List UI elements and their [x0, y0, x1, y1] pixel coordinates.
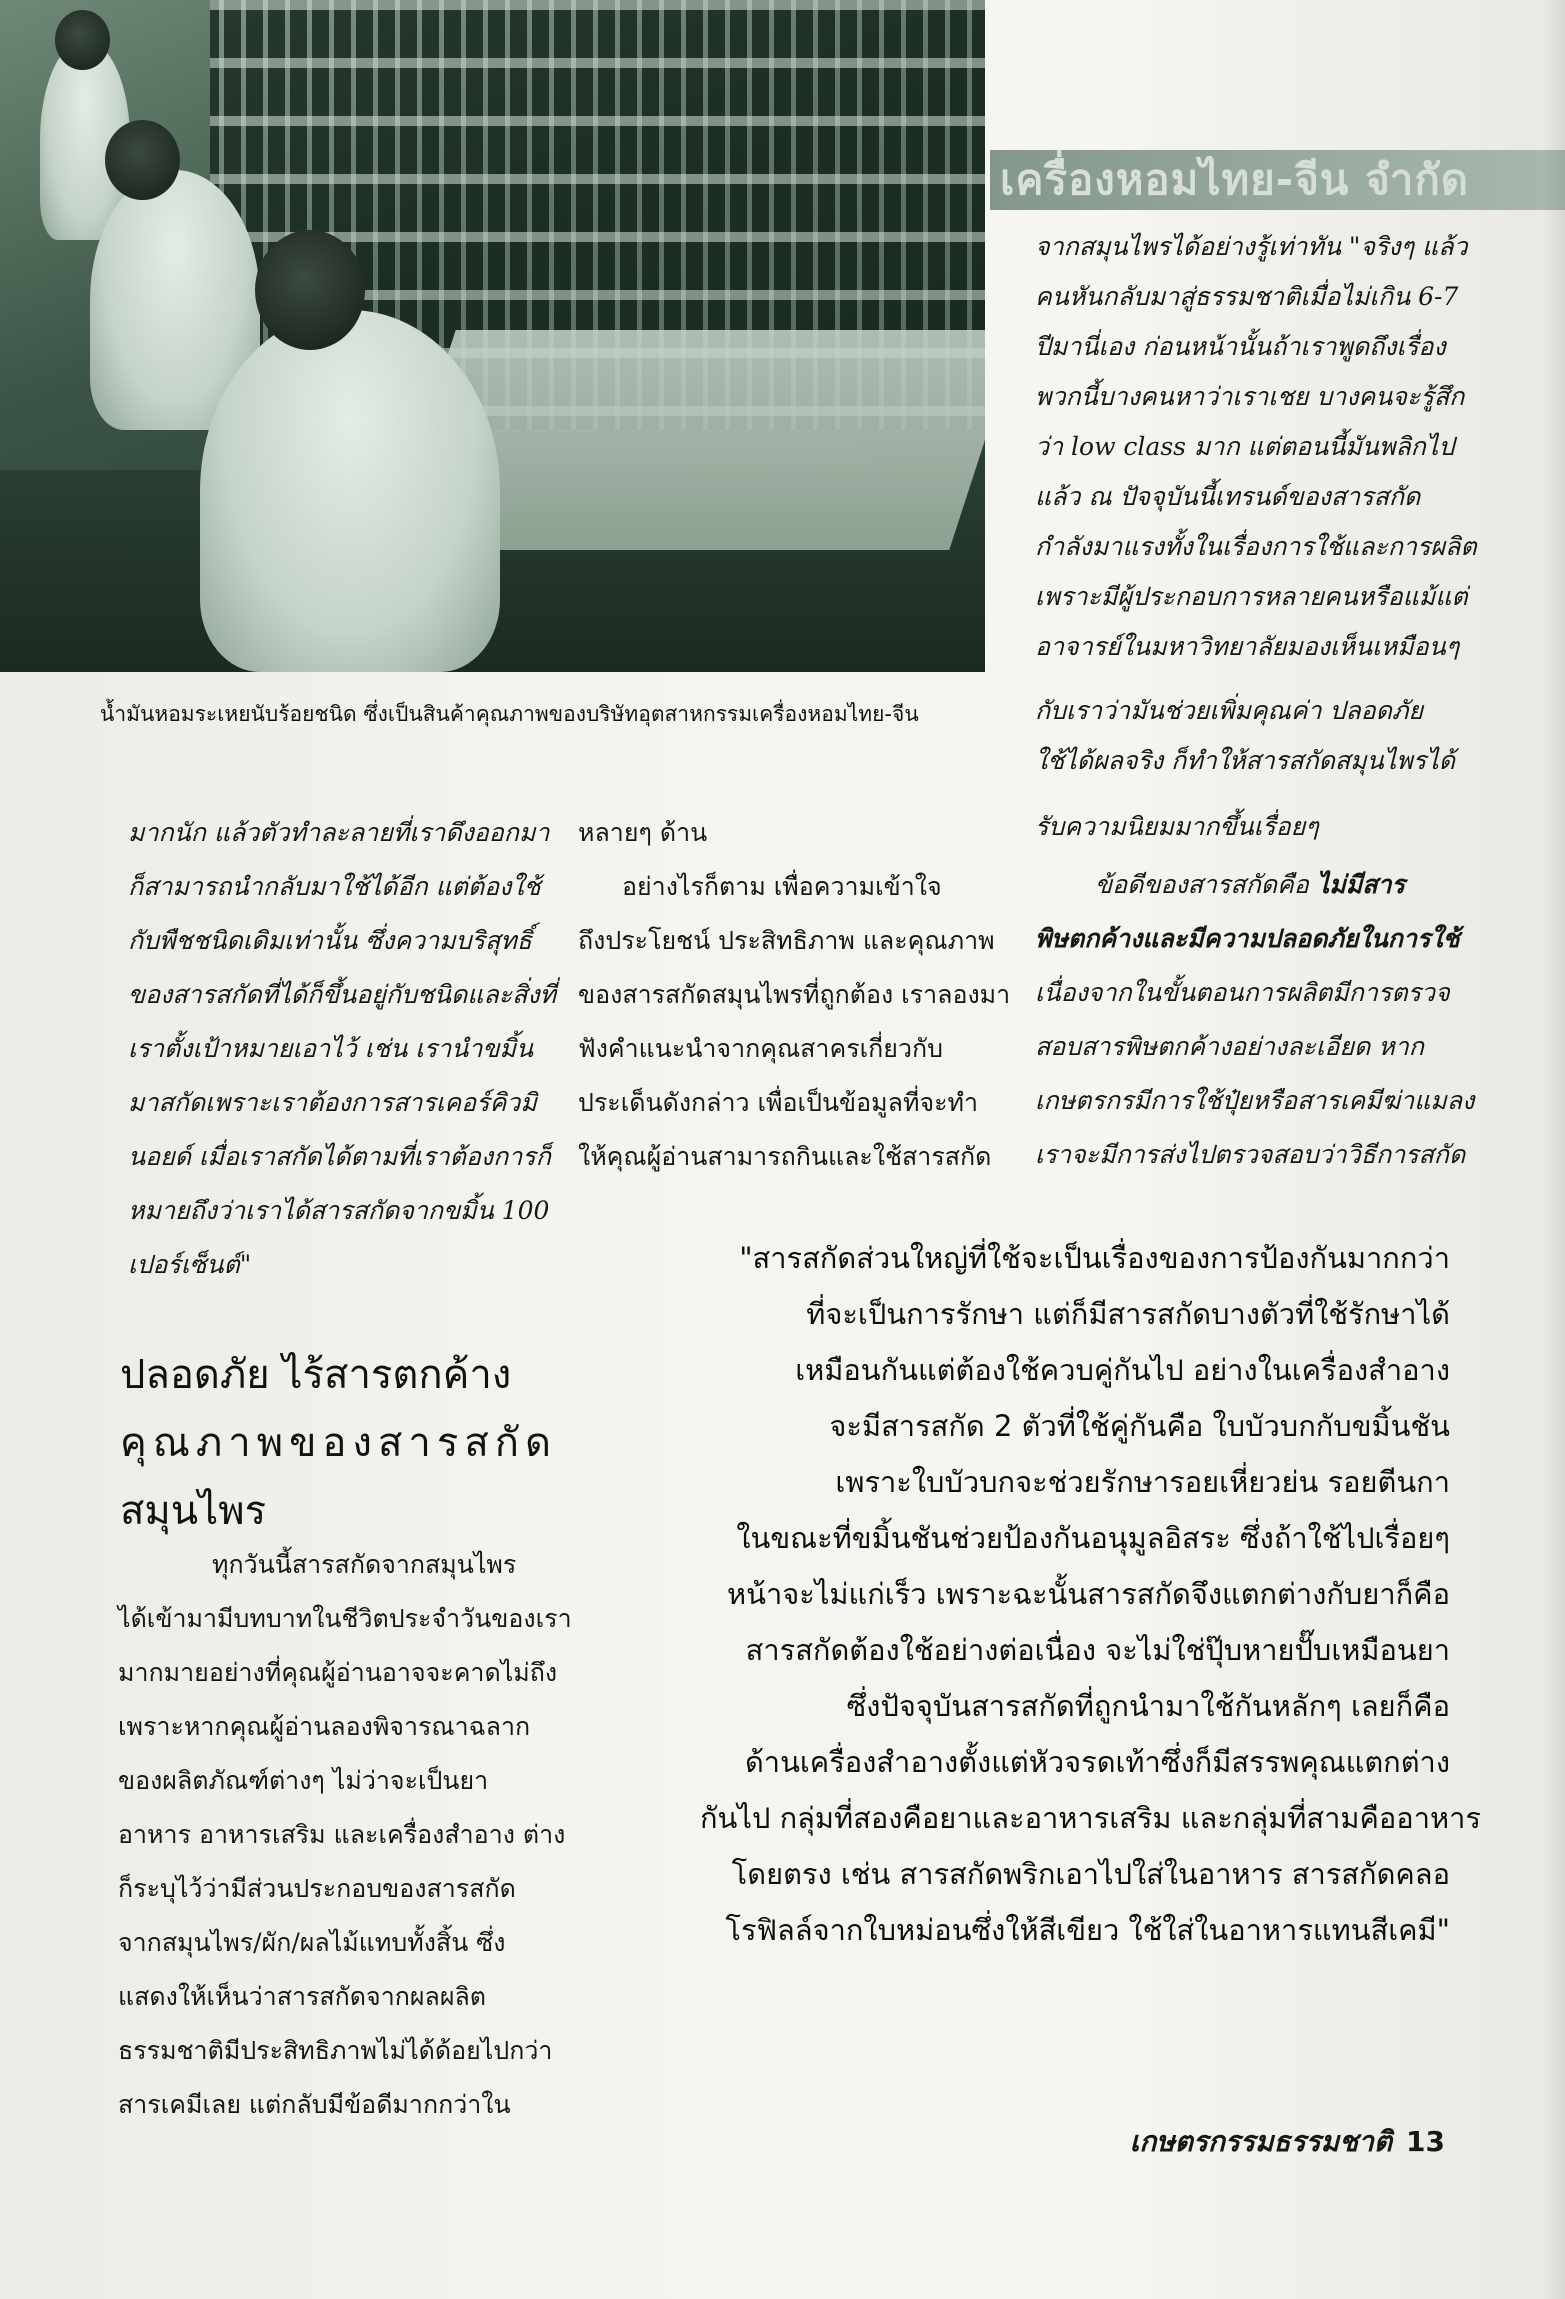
- quote-line: ด้านเครื่องสำอางตั้งแต่หัวจรดเท้าซึ่งก็มีสรรพคุณแตกต่าง: [744, 1745, 1450, 1779]
- quote-line: สารสกัดต้องใช้อย่างต่อเนื่อง จะไม่ใช่ปุ๊บหายปั๊บเหมือนยา: [745, 1633, 1450, 1667]
- pull-quote: [700, 1230, 1481, 1958]
- middle-line: หลายๆ ด้าน: [578, 818, 708, 847]
- right-line: ว่า low class มาก แต่ตอนนี้มันพลิกไป: [1035, 432, 1455, 461]
- left-line: นอยด์ เมื่อเราสกัดได้ตามที่เราต้องการก็: [128, 1142, 551, 1171]
- right-line: เนื่องจากในขั้นตอนการผลิตมีการตรวจ: [1035, 978, 1450, 1007]
- middle-line: ฟังคำแนะนำจากคุณสาครเกี่ยวกับ: [578, 1034, 943, 1063]
- left-line: ของสารสกัดที่ได้ก็ขึ้นอยู่กับชนิดและสิ่งที่: [128, 980, 557, 1009]
- section-line: จากสมุนไพร/ผัก/ผลไม้แทบทั้งสิ้น ซึ่ง: [118, 1928, 506, 1957]
- photo-caption: น้ำมันหอมระเหยนับร้อยชนิด ซึ่งเป็นสินค้าคุณภาพของบริษัทอุตสาหกรรมเครื่องหอมไทย-จีน: [100, 702, 919, 726]
- page-number: 13: [1406, 2125, 1445, 2158]
- middle-line: ถึงประโยชน์ ประสิทธิภาพ และคุณภาพ: [578, 926, 995, 955]
- lab-worker-middle-head: [105, 120, 180, 200]
- right-line: ใช้ได้ผลจริง ก็ทำให้สารสกัดสมุนไพรได้: [1035, 746, 1455, 775]
- right-line: เพราะมีผู้ประกอบการหลายคนหรือแม้แต่: [1035, 582, 1468, 611]
- photo-overlay-heading: เครื่องหอมไทย-จีน จำกัด: [990, 150, 1565, 210]
- left-line: เราตั้งเป้าหมายเอาไว้ เช่น เรานำขมิ้น: [128, 1034, 534, 1063]
- middle-line: ให้คุณผู้อ่านสามารถกินและใช้สารสกัด: [578, 1142, 992, 1171]
- right-line: เกษตรกรมีการใช้ปุ๋ยหรือสารเคมีฆ่าแมลง: [1035, 1086, 1475, 1115]
- section-line: ทุกวันนี้สารสกัดจากสมุนไพร: [212, 1550, 517, 1579]
- section-heading-line-3: สมุนไพร: [120, 1488, 267, 1534]
- left-line: ก็สามารถนำกลับมาใช้ได้อีก แต่ต้องใช้: [128, 872, 541, 901]
- right-line: รับความนิยมมากขึ้นเรื่อยๆ: [1035, 812, 1319, 841]
- section-heading-line-2: คุณภาพของสารสกัด: [120, 1420, 557, 1466]
- left-line: มากนัก แล้วตัวทำละลายที่เราดึงออกมา: [128, 818, 550, 847]
- lab-worker-back-head: [55, 10, 110, 70]
- section-line: ธรรมชาติมีประสิทธิภาพไม่ได้ด้อยไปกว่า: [118, 2036, 553, 2065]
- left-line: มาสกัดเพราะเราต้องการสารเคอร์คิวมิ: [128, 1088, 537, 1117]
- left-line: หมายถึงว่าเราได้สารสกัดจากขมิ้น 100: [128, 1196, 550, 1225]
- section-line: สารเคมีเลย แต่กลับมีข้อดีมากกว่าใน: [118, 2090, 511, 2119]
- right-line: แล้ว ณ ปัจจุบันนี้เทรนด์ของสารสกัด: [1035, 482, 1421, 511]
- quote-line: ซึ่งปัจจุบันสารสกัดที่ถูกนำมาใช้กันหลักๆ เลยก็คือ: [846, 1689, 1450, 1723]
- right-line: คนหันกลับมาสู่ธรรมชาติเมื่อไม่เกิน 6-7: [1035, 282, 1459, 311]
- section-line: ของผลิตภัณฑ์ต่างๆ ไม่ว่าจะเป็นยา: [118, 1766, 489, 1795]
- quote-line: ในขณะที่ขมิ้นชันช่วยป้องกันอนุมูลอิสระ ซึ่งถ้าใช้ไปเรื่อยๆ: [736, 1521, 1450, 1555]
- right-line: ปีมานี่เอง ก่อนหน้านั้นถ้าเราพูดถึงเรื่อง: [1035, 332, 1446, 361]
- quote-line: จะมีสารสกัด 2 ตัวที่ใช้คู่กันคือ ใบบัวบกกับขมิ้นชัน: [829, 1409, 1450, 1443]
- section-line: ก็ระบุไว้ว่ามีส่วนประกอบของสารสกัด: [118, 1874, 516, 1903]
- left-line: กับพืชชนิดเดิมเท่านั้น ซึ่งความบริสุทธิ์: [128, 926, 532, 955]
- quote-line: "สารสกัดส่วนใหญ่ที่ใช้จะเป็นเรื่องของการป้องกันมากกว่า: [739, 1241, 1450, 1275]
- quote-line: เหมือนกันแต่ต้องใช้ควบคู่กันไป อย่างในเครื่องสำอาง: [795, 1353, 1450, 1387]
- section-line: มากมายอย่างที่คุณผู้อ่านอาจจะคาดไม่ถึง: [118, 1658, 558, 1687]
- quote-line: โรฟิลล์จากใบหม่อนซึ่งให้สีเขียว ใช้ใส่ในอาหารแทนสีเคมี": [725, 1913, 1450, 1947]
- right-line: อาจารย์ในมหาวิทยาลัยมองเห็นเหมือนๆ: [1035, 632, 1460, 661]
- right-line: เราจะมีการส่งไปตรวจสอบว่าวิธีการสกัด: [1035, 1140, 1466, 1169]
- lab-photo: [0, 0, 985, 672]
- section-line: อาหาร อาหารเสริม และเครื่องสำอาง ต่าง: [118, 1820, 566, 1849]
- quote-line: กันไป กลุ่มที่สองคือยาและอาหารเสริม และกลุ่มที่สามคืออาหาร: [700, 1801, 1481, 1835]
- middle-line: ของสารสกัดสมุนไพรที่ถูกต้อง เราลองมา: [578, 980, 1011, 1009]
- section-line: แสดงให้เห็นว่าสารสกัดจากผลผลิต: [118, 1982, 487, 2011]
- para2-lead: ข้อดีของสารสกัดคือ: [1095, 870, 1317, 899]
- quote-line: หน้าจะไม่แก่เร็ว เพราะฉะนั้นสารสกัดจึงแตกต่างกับยาก็คือ: [727, 1577, 1450, 1611]
- quote-line: โดยตรง เช่น สารสกัดพริกเอาไปใส่ในอาหาร สารสกัดคลอ: [731, 1857, 1450, 1891]
- lab-worker-front-head: [255, 230, 365, 350]
- para2-bold-a: ไม่มีสาร: [1316, 870, 1405, 899]
- right-line: กำลังมาแรงทั้งในเรื่องการใช้และการผลิต: [1035, 532, 1477, 561]
- right-para2-bold-line: พิษตกค้างและมีความปลอดภัยในการใช้: [1035, 924, 1460, 953]
- section-heading-line-1: ปลอดภัย ไร้สารตกค้าง: [120, 1352, 512, 1398]
- right-para2-first-line: [1095, 870, 1405, 900]
- middle-line: อย่างไรก็ตาม เพื่อความเข้าใจ: [622, 872, 942, 901]
- magazine-name: เกษตรกรรมธรรมชาติ: [1129, 2125, 1393, 2158]
- section-line: เพราะหากคุณผู้อ่านลองพิจารณาฉลาก: [118, 1712, 531, 1741]
- right-line: กับเราว่ามันช่วยเพิ่มคุณค่า ปลอดภัย: [1035, 696, 1424, 725]
- quote-line: ที่จะเป็นการรักษา แต่ก็มีสารสกัดบางตัวที่ใช้รักษาได้: [806, 1297, 1450, 1331]
- right-line: สอบสารพิษตกค้างอย่างละเอียด หาก: [1035, 1032, 1424, 1061]
- right-line: จากสมุนไพรได้อย่างรู้เท่าทัน "จริงๆ แล้ว: [1035, 232, 1468, 261]
- quote-line: เพราะใบบัวบกจะช่วยรักษารอยเหี่ยวย่น รอยตีนกา: [835, 1465, 1450, 1499]
- right-line: พวกนี้บางคนหาว่าเราเชย บางคนจะรู้สึก: [1035, 382, 1465, 411]
- page-footer: [1130, 2120, 1445, 2164]
- page-edge-shadow: [1545, 0, 1565, 2299]
- section-line: ได้เข้ามามีบทบาทในชีวิตประจำวันของเรา: [118, 1604, 572, 1633]
- left-line: เปอร์เซ็นต์": [128, 1250, 252, 1279]
- lab-worker-front: [200, 310, 500, 672]
- middle-line: ประเด็นดังกล่าว เพื่อเป็นข้อมูลที่จะทำ: [578, 1088, 979, 1117]
